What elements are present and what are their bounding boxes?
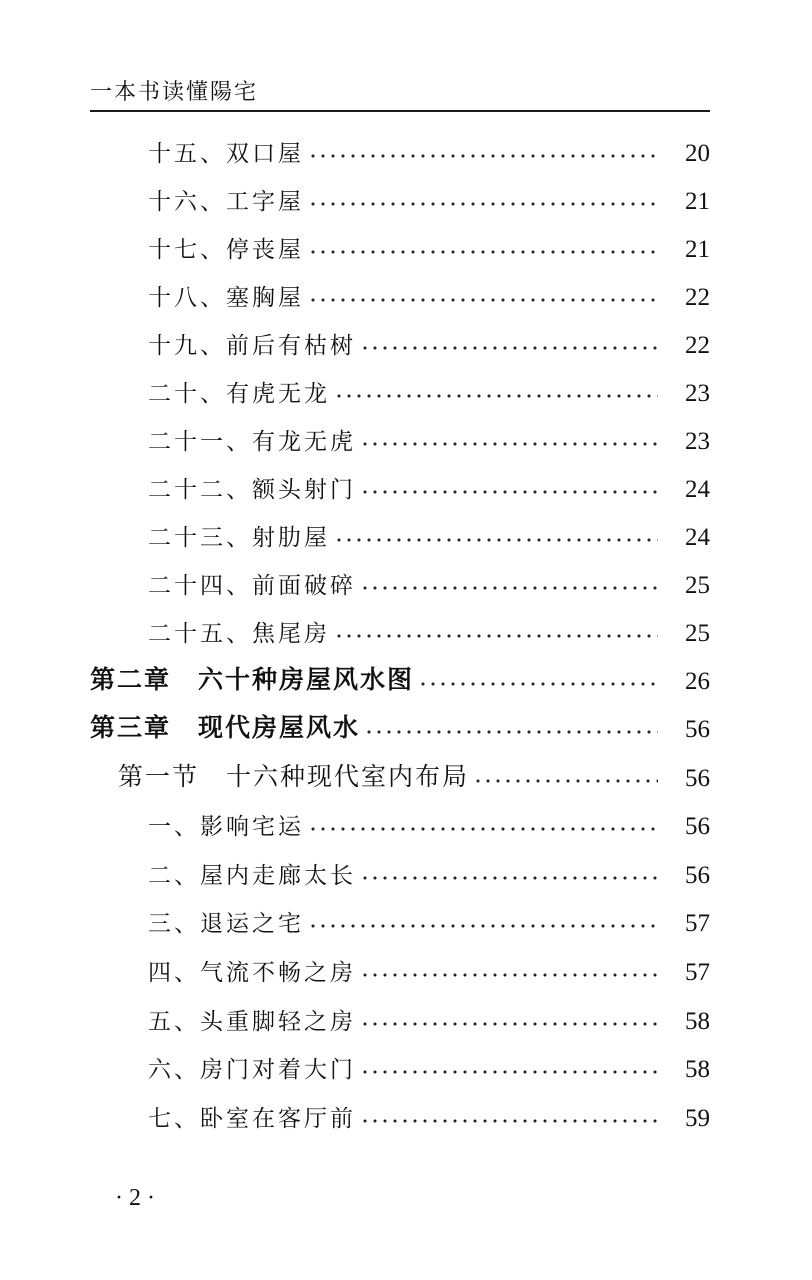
toc-chapter-title: 第二章 六十种房屋风水图 (90, 665, 415, 694)
toc-leader-dots (308, 153, 658, 159)
toc-entry-title: 二十、有虎无龙 (148, 381, 330, 407)
toc-entry (148, 1044, 710, 1084)
toc-leader-dots (418, 681, 658, 687)
toc-entry-title: 十九、前后有枯树 (148, 333, 356, 359)
toc-leader-dots (334, 393, 658, 399)
toc-entry-page: 21 (685, 188, 710, 215)
running-header: 一本书读懂陽宅 (90, 80, 259, 105)
toc-entry-page: 23 (685, 380, 710, 407)
toc-entry-page: 58 (685, 1008, 710, 1035)
toc-entry-title: 一、影响宅运 (148, 814, 304, 840)
toc-leader-dots (308, 826, 658, 832)
toc-entry (148, 608, 710, 648)
toc-entry-page: 56 (685, 716, 710, 743)
toc-entry-page: 20 (685, 140, 710, 167)
toc-leader-dots (308, 201, 658, 207)
toc-entry-title: 四、气流不畅之房 (148, 960, 356, 986)
toc-entry-page: 57 (685, 959, 710, 986)
toc-entry-page: 56 (685, 862, 710, 889)
toc-entry-title: 七、卧室在客厅前 (148, 1106, 356, 1132)
toc-entry (148, 320, 710, 360)
toc-entry (148, 898, 710, 938)
toc-leader-dots (308, 923, 658, 929)
toc-entry-title: 二十一、有龙无虎 (148, 429, 356, 455)
toc-entry (148, 224, 710, 264)
toc-leader-dots (360, 1118, 658, 1124)
toc-entry-title: 二十五、焦尾房 (148, 621, 330, 647)
toc-entry (148, 801, 710, 841)
toc-entry (148, 176, 710, 216)
toc-entry-page: 23 (685, 428, 710, 455)
toc-entry-title: 三、退运之宅 (148, 911, 304, 937)
toc-leader-dots (360, 441, 658, 447)
header-rule (90, 110, 710, 112)
toc-leader-dots (473, 778, 658, 784)
toc-leader-dots (360, 972, 658, 978)
toc-entry-page: 22 (685, 284, 710, 311)
toc-leader-dots (308, 297, 658, 303)
toc-entry (148, 996, 710, 1036)
toc-leader-dots (308, 249, 658, 255)
toc-entry (148, 850, 710, 890)
toc-entry-page: 24 (685, 524, 710, 551)
toc-entry-page: 25 (685, 620, 710, 647)
toc-section-title: 第一节 十六种现代室内布局 (118, 762, 470, 791)
toc-entry-page: 57 (685, 910, 710, 937)
toc-entry-page: 59 (685, 1105, 710, 1132)
toc-entry-page: 21 (685, 236, 710, 263)
toc-entry-page: 56 (685, 765, 710, 792)
toc-section-entry (118, 753, 710, 793)
toc-leader-dots (364, 729, 658, 735)
toc-entry (148, 368, 710, 408)
toc-entry-title: 二十二、额头射门 (148, 477, 356, 503)
toc-chapter-title: 第三章 现代房屋风水 (90, 713, 361, 742)
toc-entry (148, 464, 710, 504)
toc-entry-title: 十五、双口屋 (148, 141, 304, 167)
toc-entry (148, 272, 710, 312)
toc-chapter-entry (90, 656, 710, 696)
toc-entry-page: 22 (685, 332, 710, 359)
toc-leader-dots (360, 489, 658, 495)
toc-entry-page: 25 (685, 572, 710, 599)
toc-entry-title: 六、房门对着大门 (148, 1057, 356, 1083)
toc-entry-title: 二十四、前面破碎 (148, 573, 356, 599)
toc-entry-title: 二十三、射肋屋 (148, 525, 330, 551)
toc-entry (148, 416, 710, 456)
toc-entry-page: 56 (685, 813, 710, 840)
toc-entry-title: 十八、塞胸屋 (148, 285, 304, 311)
toc-chapter-entry (90, 704, 710, 744)
toc-entry-title: 五、头重脚轻之房 (148, 1009, 356, 1035)
toc-entry-title: 十七、停丧屋 (148, 237, 304, 263)
toc-leader-dots (360, 345, 658, 351)
toc-leader-dots (360, 875, 658, 881)
toc-leader-dots (334, 633, 658, 639)
toc-entry-page: 58 (685, 1056, 710, 1083)
toc-entry-page: 24 (685, 476, 710, 503)
toc-entry (148, 1093, 710, 1133)
toc-entry (148, 512, 710, 552)
toc-entry-title: 二、屋内走廊太长 (148, 863, 356, 889)
toc-entry (148, 560, 710, 600)
page-number: · 2 · (115, 1185, 155, 1211)
toc-entry-page: 26 (685, 668, 710, 695)
toc-leader-dots (360, 585, 658, 591)
toc-entry-title: 十六、工字屋 (148, 189, 304, 215)
toc-entry (148, 947, 710, 987)
toc-leader-dots (334, 537, 658, 543)
toc-entry (148, 128, 710, 168)
toc-leader-dots (360, 1021, 658, 1027)
toc-leader-dots (360, 1069, 658, 1075)
